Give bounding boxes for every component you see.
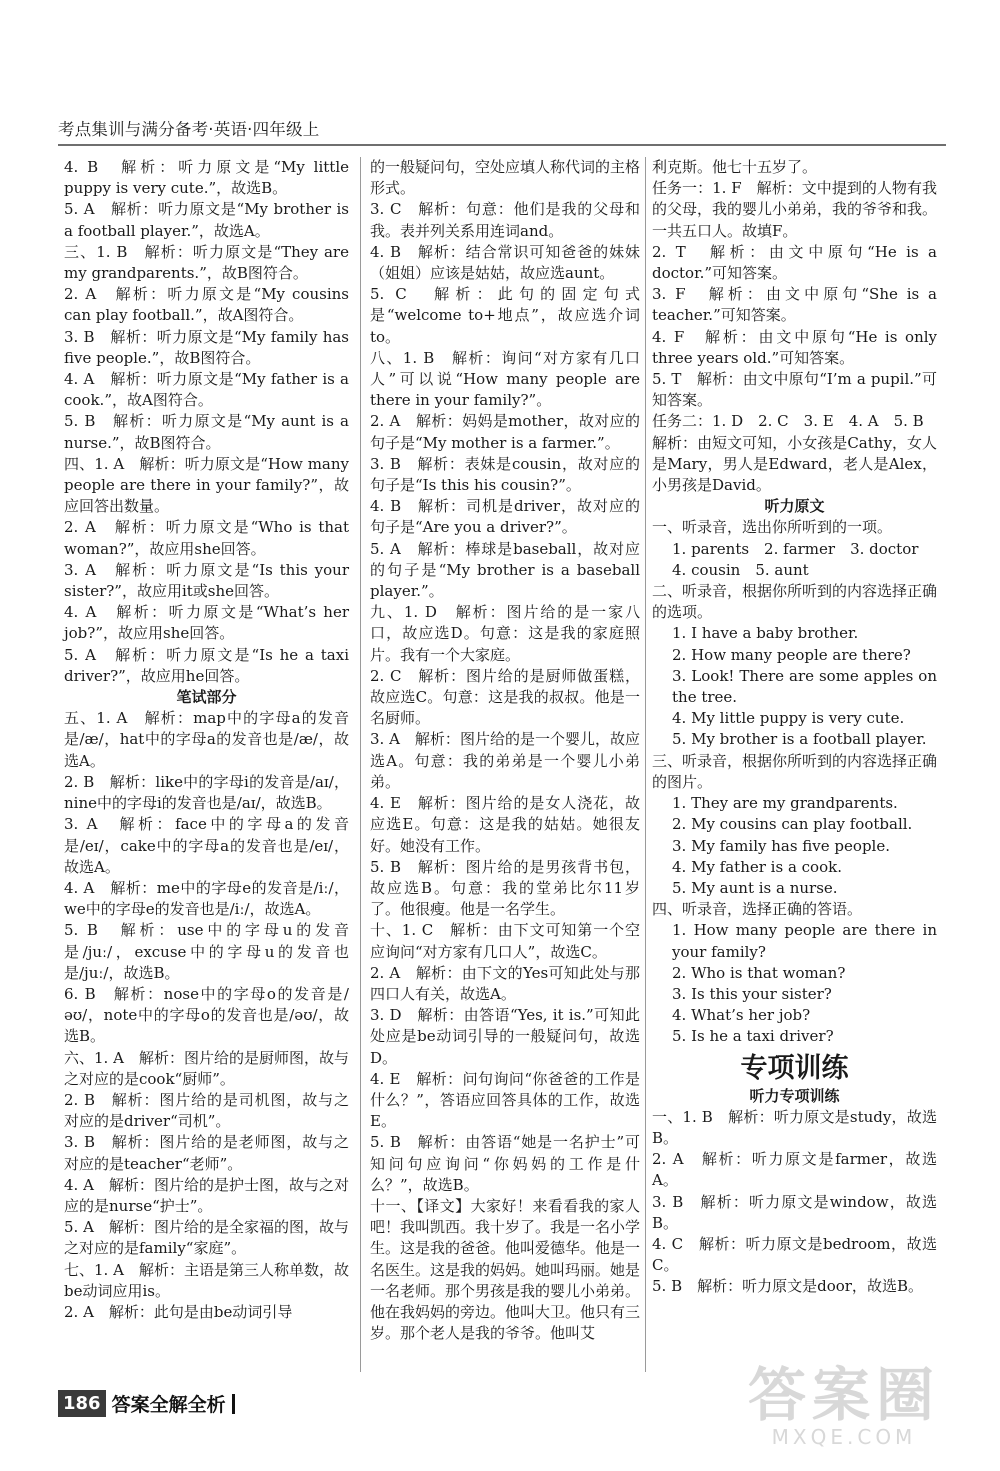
answer-column-2 xyxy=(370,157,640,1344)
answer-item: 六、1. A 解析：图片给的是厨师图，故与之对应的是cook“厨师”。 xyxy=(64,1048,349,1088)
answer-item: 5. Is he a taxi driver? xyxy=(672,1027,834,1046)
answer-item: 5. B 解析：use中的字母u的发音是/juː/，excuse中的字母u的发音也是/juː/，故选B。 xyxy=(64,921,349,982)
answer-item: 4. My little puppy is very cute. xyxy=(672,709,905,728)
section-title: 专项训练 xyxy=(740,1052,849,1084)
answer-item: 3. D 解析：由答语“Yes, it is.”可知此处应是be动词引导的一般疑问句，故选D。 xyxy=(370,1006,640,1067)
watermark-logo xyxy=(747,1361,940,1449)
answer-item: 4. C 解析：听力原文是bedroom，故选C。 xyxy=(652,1234,937,1275)
answer-item: 2. A 解析：听力原文是farmer，故选A。 xyxy=(652,1150,937,1190)
answer-item: 2. My cousins can play football. xyxy=(672,815,913,834)
column-divider-1 xyxy=(360,157,361,1372)
answer-item: 2. T 解析：由文中原句“He is a doctor.”可知答案。 xyxy=(652,242,937,283)
answer-item: 2. How many people are there? xyxy=(672,645,911,664)
answer-item: 5. B 解析：听力原文是“My aunt is a nurse.”，故B图符合。 xyxy=(64,412,349,452)
answer-item: 的一般疑问句，空处应填人称代词的主格形式。 xyxy=(370,158,641,198)
answer-item: 1. I have a baby brother. xyxy=(672,624,859,643)
answer-item: 4. A 解析：听力原文是“What’s her job?”，故应用she回答。 xyxy=(64,603,349,643)
answer-item: 4. E 解析：问句询问“你爸爸的工作是什么？”，答语应回答具体的工作，故选E。 xyxy=(370,1069,640,1131)
translation-paragraph: 十一、【译文】大家好！来看看我的家人吧！我叫凯西。我十岁了。我是一名小学生。这是我的爸爸。他叫爱德华。他是一名医生。这是我的妈妈。她叫玛丽。她是一名老师。那个男孩是我的婴儿小弟弟。他在我妈妈的旁边。他叫大卫。他只有三岁。那个老人是我的爷爷。他叫艾 xyxy=(370,1196,641,1343)
answer-item: 1. How many people are there in your family? xyxy=(672,921,937,961)
answer-item: 3. Look! There are some apples on the tree. xyxy=(672,666,937,707)
answer-item: 解析：由短文可知，小女孩是Cathy，女人是Mary，男人是Edward，老人是Alex，小男孩是David。 xyxy=(652,433,937,495)
answer-item: 2. A 解析：听力原文是“My cousins can play football.”，故A图符合。 xyxy=(64,285,349,325)
answer-item: 1. parents 2. farmer 3. doctor xyxy=(672,539,919,558)
answer-item: 4. B 解析：司机是driver，故对应的句子是“Are you a driver?”。 xyxy=(370,497,640,537)
answer-item: 八、1. B 解析：询问“对方家有几口人”可以说“How many people are there in your family?”。 xyxy=(370,348,640,410)
answer-column-1 xyxy=(64,157,349,1323)
answer-item: 5. B 解析：图片给的是男孩背书包，故应选B。句意：我的堂弟比尔11岁了。他很瘦。他是一名学生。 xyxy=(370,857,640,919)
answer-item: 5. My aunt is a nurse. xyxy=(672,878,838,897)
answer-item: 4. E 解析：图片给的是女人浇花，故应选E。句意：这是我的姑姑。她很友好。她没有工作。 xyxy=(370,794,640,855)
answer-item: 3. Is this your sister? xyxy=(672,984,832,1003)
footer-title: 答案全解全析 xyxy=(111,1394,226,1416)
answer-item: 2. A 解析：妈妈是mother，故对应的句子是“My mother is a farmer.”。 xyxy=(370,412,640,452)
answer-item: 四、听录音，选择正确的答语。 xyxy=(652,900,863,919)
answer-item: 5. B 解析：由答语“她是一名护士”可知问句应询问“你妈妈的工作是什么？”，故选B。 xyxy=(370,1133,640,1194)
answer-item: 5. C 解析：此句的固定句式是“welcome to+地点”，故应选介词to。 xyxy=(370,285,640,346)
answer-item: 5. My brother is a football player. xyxy=(672,730,927,749)
answer-item: 4. F 解析：由文中原句“He is only three years old.”可知答案。 xyxy=(652,327,937,367)
answer-item: 3. B 解析：听力原文是window，故选B。 xyxy=(652,1192,937,1232)
answer-item: 五、1. A 解析：map中的字母a的发音是/æ/，hat中的字母a的发音也是/æ/，故选A。 xyxy=(64,709,349,770)
answer-item: 二、听录音，根据你所听到的内容选择正确的选项。 xyxy=(652,582,938,622)
answer-item: 3. B 解析：听力原文是“My family has five people.”，故B图符合。 xyxy=(64,327,349,367)
answer-item: 3. A 解析：face中的字母a的发音是/eɪ/，cake中的字母a的发音也是/eɪ/，故选A。 xyxy=(64,815,349,876)
answer-item: 任务二：1. D 2. C 3. E 4. A 5. B xyxy=(652,412,924,431)
section-heading: 笔试部分 xyxy=(176,688,237,707)
answer-item: 6. B 解析：nose中的字母o的发音是/əʊ/，note中的字母o的发音也是/əʊ/，故选B。 xyxy=(64,984,349,1046)
answer-item: 5. A 解析：听力原文是“Is he a taxi driver?”，故应用he回答。 xyxy=(64,645,349,685)
answer-item: 5. A 解析：图片给的是全家福的图，故与之对应的是family“家庭”。 xyxy=(64,1218,349,1258)
answer-item: 一、1. B 解析：听力原文是study，故选B。 xyxy=(652,1107,937,1147)
answer-item: 一、听录音，选出你所听到的一项。 xyxy=(652,518,893,537)
answer-item: 2. A 解析：由下文的Yes可知此处与那四口人有关，故选A。 xyxy=(370,963,640,1003)
answer-item: 4. B 解析：听力原文是“My little puppy is very cute.”，故选B。 xyxy=(64,158,349,198)
answer-item: 九、1. D 解析：图片给的是一家八口，故应选D。句意：这是我的家庭照片。我有一个大家庭。 xyxy=(370,603,640,664)
answer-item: 2. A 解析：此句是由be动词引导 xyxy=(64,1302,293,1321)
answer-item: 4. My father is a cook. xyxy=(672,857,842,876)
answer-item: 任务一：1. F 解析：文中提到的人物有我的父母，我的婴儿小弟弟，我的爷爷和我。一共五口人。故填F。 xyxy=(652,179,938,240)
page-footer xyxy=(58,1390,235,1417)
answer-item: 4. A 解析：听力原文是“My father is a cook.”，故A图符合。 xyxy=(64,370,349,410)
answer-item: 5. A 解析：棒球是baseball，故对应的句子是“My brother is a baseball player.”。 xyxy=(370,539,640,601)
column-divider-2 xyxy=(645,157,646,1372)
answer-item: 5. T 解析：由文中原句“I’m a pupil.”可知答案。 xyxy=(652,370,937,410)
answer-item: 3. F 解析：由文中原句“She is a teacher.”可知答案。 xyxy=(652,285,937,325)
answer-item: 3. C 解析：句意：他们是我的父母和我。表并列关系用连词and。 xyxy=(370,200,640,240)
answer-item: 七、1. A 解析：主语是第三人称单数，故be动词应用is。 xyxy=(64,1260,349,1300)
answer-item: 2. C 解析：图片给的是厨师做蛋糕，故应选C。句意：这是我的叔叔。他是一名厨师。 xyxy=(370,666,640,728)
answer-item: 2. B 解析：like中的字母i的发音是/aɪ/，nine中的字母i的发音也是/aɪ/，故选B。 xyxy=(64,772,349,813)
answer-item: 5. A 解析：听力原文是“My brother is a football player.”，故选A。 xyxy=(64,200,349,240)
answer-item: 1. They are my grandparents. xyxy=(672,794,898,813)
answer-item: 3. A 解析：听力原文是“Is this your sister?”，故应用it或she回答。 xyxy=(64,560,349,601)
page-number: 186 xyxy=(58,1390,106,1417)
watermark-url: MXQE.COM xyxy=(771,1425,917,1449)
answer-item: 3. My family has five people. xyxy=(672,836,890,855)
answer-item: 2. B 解析：图片给的是司机图，故与之对应的是driver“司机”。 xyxy=(64,1090,349,1131)
answer-item: 3. B 解析：图片给的是老师图，故与之对应的是teacher“老师”。 xyxy=(64,1133,349,1173)
answer-item: 三、1. B 解析：听力原文是“They are my grandparents.”，故B图符合。 xyxy=(64,242,349,283)
answer-item: 5. B 解析：听力原文是door，故选B。 xyxy=(652,1277,923,1296)
answer-item: 利克斯。他七十五岁了。 xyxy=(652,158,818,176)
running-header: 考点集训与满分备考·英语·四年级上 xyxy=(58,120,320,139)
footer-bar xyxy=(232,1394,235,1414)
answer-item: 4. A 解析：图片给的是护士图，故与之对应的是nurse“护士”。 xyxy=(64,1175,349,1215)
answer-item: 2. A 解析：听力原文是“Who is that woman?”，故应用she回答。 xyxy=(64,518,349,558)
header-rule xyxy=(58,144,946,146)
answer-item: 4. B 解析：结合常识可知爸爸的妹妹（姐姐）应该是姑姑，故应选aunt。 xyxy=(370,242,640,283)
answer-item: 四、1. A 解析：听力原文是“How many people are there in your family?”，故应回答出数量。 xyxy=(64,454,349,516)
watermark-text: 答案圈 xyxy=(747,1361,940,1429)
answer-item: 2. Who is that woman? xyxy=(672,963,846,982)
answer-item: 十、1. C 解析：由下文可知第一个空应询问“对方家有几口人”，故选C。 xyxy=(370,921,640,961)
answer-column-3 xyxy=(652,157,937,1298)
answer-item: 4. A 解析：me中的字母e的发音是/iː/，we中的字母e的发音也是/iː/，故选A。 xyxy=(64,878,349,919)
section-heading: 听力专项训练 xyxy=(749,1086,840,1105)
answer-item: 4. cousin 5. aunt xyxy=(672,560,809,579)
answer-item: 三、听录音，根据你所听到的内容选择正确的图片。 xyxy=(652,751,938,791)
answer-item: 3. B 解析：表妹是cousin，故对应的句子是“Is this his cousin?”。 xyxy=(370,454,640,495)
answer-item: 3. A 解析：图片给的是一个婴儿，故应选A。句意：我的弟弟是一个婴儿小弟弟。 xyxy=(370,730,640,791)
answer-item: 4. What’s her job? xyxy=(672,1006,811,1025)
section-heading: 听力原文 xyxy=(764,497,825,516)
